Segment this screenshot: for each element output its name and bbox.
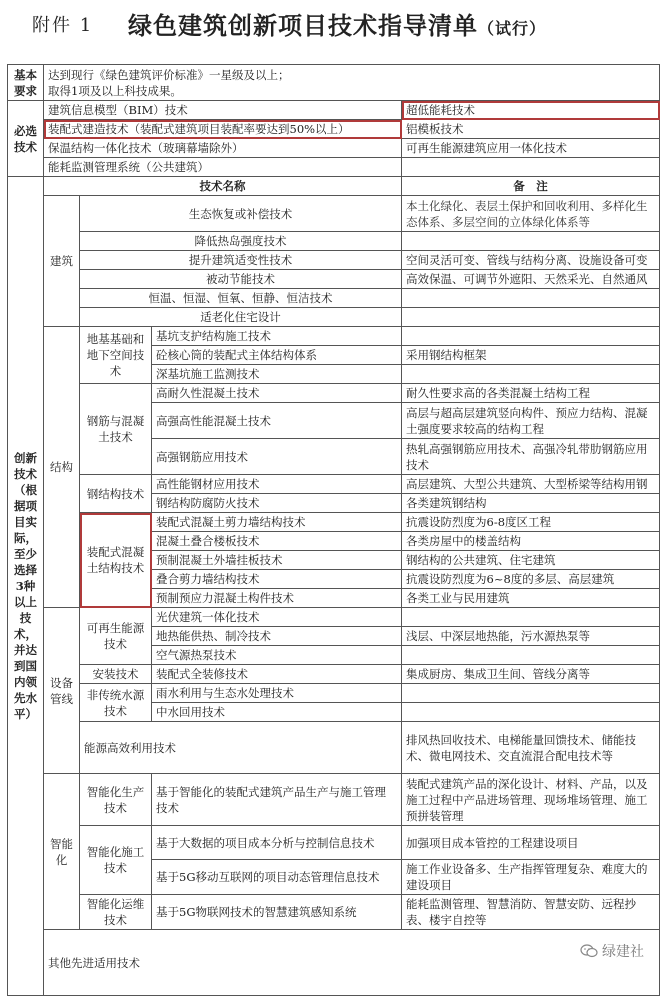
tech-name: 提升建筑适变性技术 bbox=[80, 251, 402, 270]
column-header-name: 技术名称 bbox=[44, 177, 402, 196]
tech-note: 集成厨房、集成卫生间、管线分离等 bbox=[402, 665, 660, 684]
required-item: 能耗监测管理系统（公共建筑） bbox=[44, 158, 402, 177]
tech-note bbox=[402, 684, 660, 703]
tech-name: 雨水利用与生态水处理技术 bbox=[152, 684, 402, 703]
tech-note: 抗震设防烈度为6-8度区工程 bbox=[402, 513, 660, 532]
tech-name: 被动节能技术 bbox=[80, 270, 402, 289]
tech-note: 加强项目成本管控的工程建设项目 bbox=[402, 826, 660, 860]
tech-name: 基于智能化的装配式建筑产品生产与施工管理技术 bbox=[152, 774, 402, 826]
required-item bbox=[402, 158, 660, 177]
required-label: 必选技术 bbox=[8, 101, 44, 177]
tech-name: 高强钢筋应用技术 bbox=[152, 439, 402, 475]
subcategory: 智能化运维技术 bbox=[80, 895, 152, 930]
watermark bbox=[580, 941, 644, 961]
category-architecture: 建筑 bbox=[44, 196, 80, 327]
tech-name: 混凝土叠合楼板技术 bbox=[152, 532, 402, 551]
tech-name: 高强高性能混凝土技术 bbox=[152, 403, 402, 439]
tech-note: 钢结构的公共建筑、住宅建筑 bbox=[402, 551, 660, 570]
required-item: 保温结构一体化技术（玻璃幕墙除外） bbox=[44, 139, 402, 158]
tech-note: 高层建筑、大型公共建筑、大型桥梁等结构用钢 bbox=[402, 475, 660, 494]
tech-note: 能耗监测管理、智慧消防、智慧安防、远程抄表、楼宇自控等 bbox=[402, 895, 660, 930]
tech-note: 本土化绿化、表层土保护和回收利用、多样化生态体系、多层空间的立体绿化体系等 bbox=[402, 196, 660, 232]
basic-row bbox=[8, 65, 660, 101]
tech-name: 预制预应力混凝土构件技术 bbox=[152, 589, 402, 608]
tech-note: 排风热回收技术、电梯能量回馈技术、储能技术、微电网技术、交直流混合配电技术等 bbox=[402, 722, 660, 774]
tech-name: 基于5G移动互联网的项目动态管理信息技术 bbox=[152, 860, 402, 895]
tech-name: 地热能供热、制冷技术 bbox=[152, 627, 402, 646]
tech-note bbox=[402, 308, 660, 327]
other-technology: 其他先进适用技术 bbox=[44, 930, 660, 996]
tech-note: 耐久性要求高的各类混凝土结构工程 bbox=[402, 384, 660, 403]
tech-note: 采用钢结构框架 bbox=[402, 346, 660, 365]
tech-note: 高层与超高层建筑竖向构件、预应力结构、混凝土强度要求较高的结构工程 bbox=[402, 403, 660, 439]
tech-note: 各类房屋中的楼盖结构 bbox=[402, 532, 660, 551]
tech-note bbox=[402, 232, 660, 251]
subcategory: 智能化施工技术 bbox=[80, 826, 152, 895]
tech-note bbox=[402, 646, 660, 665]
tech-name: 深基坑施工监测技术 bbox=[152, 365, 402, 384]
required-item: 建筑信息模型（BIM）技术 bbox=[44, 101, 402, 120]
title-bar bbox=[0, 0, 666, 50]
category-structure: 结构 bbox=[44, 327, 80, 608]
technical-guidance-table bbox=[7, 64, 660, 996]
tech-name: 砼核心筒的装配式主体结构体系 bbox=[152, 346, 402, 365]
required-item-highlighted: 超低能耗技术 bbox=[402, 101, 660, 120]
tech-note bbox=[402, 703, 660, 722]
tech-note: 空间灵活可变、管线与结构分离、设施设备可变 bbox=[402, 251, 660, 270]
tech-name: 基坑支护结构施工技术 bbox=[152, 327, 402, 346]
subcategory: 地基基础和地下空间技术 bbox=[80, 327, 152, 384]
required-item: 铝模板技术 bbox=[402, 120, 660, 139]
tech-note: 施工作业设备多、生产指挥管理复杂、难度大的建设项目 bbox=[402, 860, 660, 895]
watermark-text: 绿建社 bbox=[602, 944, 644, 960]
document-title: 绿色建筑创新项目技术指导清单（试行） bbox=[128, 11, 547, 40]
tech-note: 装配式建筑产品的深化设计、材料、产品，以及施工过程中产品进场管理、现场堆场管理、施工预拼装管理 bbox=[402, 774, 660, 826]
tech-name: 高性能钢材应用技术 bbox=[152, 475, 402, 494]
tech-name: 中水回用技术 bbox=[152, 703, 402, 722]
subcategory: 非传统水源技术 bbox=[80, 684, 152, 722]
tech-note bbox=[402, 327, 660, 346]
tech-name: 生态恢复或补偿技术 bbox=[80, 196, 402, 232]
required-item: 可再生能源建筑应用一体化技术 bbox=[402, 139, 660, 158]
wechat-icon bbox=[580, 944, 598, 958]
tech-name: 恒温、恒湿、恒氧、恒静、恒洁技术 bbox=[80, 289, 402, 308]
column-header-note: 备 注 bbox=[402, 177, 660, 196]
tech-note: 各类工业与民用建筑 bbox=[402, 589, 660, 608]
tech-name: 降低热岛强度技术 bbox=[80, 232, 402, 251]
subcategory: 钢筋与混凝土技术 bbox=[80, 384, 152, 475]
tech-name: 预制混凝土外墙挂板技术 bbox=[152, 551, 402, 570]
tech-name: 装配式全装修技术 bbox=[152, 665, 402, 684]
tech-name: 空气源热泵技术 bbox=[152, 646, 402, 665]
category-smart: 智能化 bbox=[44, 774, 80, 930]
innovation-label: 创新技术（根据项目实际，至少选择3种以上技术，并达到国内领先水平） bbox=[8, 177, 44, 996]
subcategory: 安装技术 bbox=[80, 665, 152, 684]
tech-note: 热轧高强钢筋应用技术、高强冷轧带肋钢筋应用技术 bbox=[402, 439, 660, 475]
tech-name: 适老化住宅设计 bbox=[80, 308, 402, 327]
subcategory: 可再生能源技术 bbox=[80, 608, 152, 665]
category-equipment: 设备管线 bbox=[44, 608, 80, 774]
basic-content: 达到现行《绿色建筑评价标准》一星级及以上； 取得1项及以上科技成果。 bbox=[44, 65, 660, 101]
annex-label: 附件 1 bbox=[32, 15, 94, 36]
tech-note: 高效保温、可调节外遮阳、天然采光、自然通风 bbox=[402, 270, 660, 289]
tech-name: 装配式混凝土剪力墙结构技术 bbox=[152, 513, 402, 532]
tech-name: 钢结构防腐防火技术 bbox=[152, 494, 402, 513]
tech-note bbox=[402, 365, 660, 384]
tech-name: 光伏建筑一体化技术 bbox=[152, 608, 402, 627]
subcategory-highlighted: 装配式混凝土结构技术 bbox=[80, 513, 152, 608]
basic-label: 基本要求 bbox=[8, 65, 44, 101]
tech-note: 各类建筑钢结构 bbox=[402, 494, 660, 513]
tech-note bbox=[402, 608, 660, 627]
subcategory: 钢结构技术 bbox=[80, 475, 152, 513]
tech-name: 基于大数据的项目成本分析与控制信息技术 bbox=[152, 826, 402, 860]
subcategory: 智能化生产技术 bbox=[80, 774, 152, 826]
tech-name: 基于5G物联网技术的智慧建筑感知系统 bbox=[152, 895, 402, 930]
tech-name: 能源高效利用技术 bbox=[80, 722, 402, 774]
tech-note: 抗震设防烈度为6~8度的多层、高层建筑 bbox=[402, 570, 660, 589]
tech-name: 叠合剪力墙结构技术 bbox=[152, 570, 402, 589]
tech-note: 浅层、中深层地热能，污水源热泵等 bbox=[402, 627, 660, 646]
tech-name: 高耐久性混凝土技术 bbox=[152, 384, 402, 403]
tech-note bbox=[402, 289, 660, 308]
required-item-highlighted: 装配式建造技术（装配式建筑项目装配率要达到50%以上） bbox=[44, 120, 402, 139]
